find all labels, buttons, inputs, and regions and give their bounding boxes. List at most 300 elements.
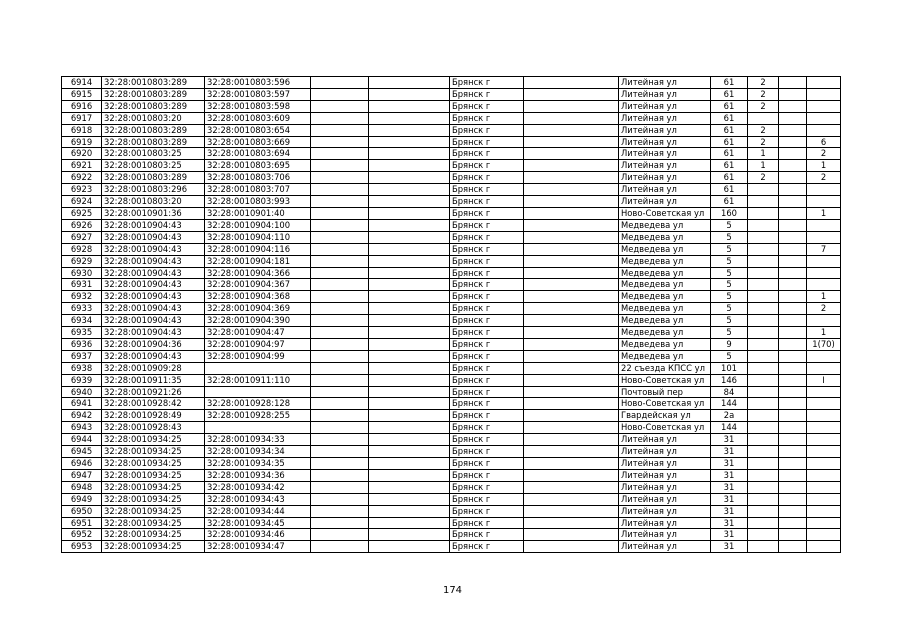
empty-cell xyxy=(524,315,619,327)
empty-cell xyxy=(524,207,619,219)
parent-cadastral-cell: 32:28:0010904:43 xyxy=(102,231,205,243)
table-row xyxy=(62,279,841,291)
empty-cell xyxy=(369,172,450,184)
extra-cell xyxy=(807,505,841,517)
extra-cell xyxy=(748,517,779,529)
extra-cell xyxy=(748,386,779,398)
cadastral-number-cell: 32:28:0010934:34 xyxy=(205,446,311,458)
row-number-cell: 6930 xyxy=(62,267,102,279)
parent-cadastral-cell: 32:28:0010803:25 xyxy=(102,148,205,160)
extra-cell xyxy=(807,196,841,208)
extra-cell: 1 xyxy=(807,291,841,303)
city-cell: Брянск г xyxy=(450,517,524,529)
empty-cell xyxy=(524,196,619,208)
extra-cell xyxy=(748,446,779,458)
extra-cell xyxy=(748,315,779,327)
extra-cell xyxy=(807,541,841,553)
extra-cell xyxy=(807,469,841,481)
street-cell: Литейная ул xyxy=(619,100,711,112)
house-number-cell: 146 xyxy=(711,374,748,386)
empty-cell xyxy=(311,291,369,303)
empty-cell xyxy=(524,374,619,386)
table-row xyxy=(62,410,841,422)
table-row xyxy=(62,77,841,89)
extra-cell xyxy=(779,148,807,160)
house-number-cell: 31 xyxy=(711,481,748,493)
extra-cell: 1 xyxy=(748,148,779,160)
extra-cell xyxy=(779,255,807,267)
parent-cadastral-cell: 32:28:0010934:25 xyxy=(102,529,205,541)
city-cell: Брянск г xyxy=(450,529,524,541)
empty-cell xyxy=(524,231,619,243)
extra-cell xyxy=(779,338,807,350)
empty-cell xyxy=(311,422,369,434)
empty-cell xyxy=(311,517,369,529)
cadastral-number-cell xyxy=(205,422,311,434)
house-number-cell: 31 xyxy=(711,458,748,470)
cadastral-number-cell: 32:28:0010904:110 xyxy=(205,231,311,243)
empty-cell xyxy=(369,148,450,160)
empty-cell xyxy=(369,446,450,458)
row-number-cell: 6934 xyxy=(62,315,102,327)
empty-cell xyxy=(524,398,619,410)
extra-cell xyxy=(748,231,779,243)
city-cell: Брянск г xyxy=(450,136,524,148)
street-cell: Почтовый пер xyxy=(619,386,711,398)
table-row xyxy=(62,362,841,374)
extra-cell xyxy=(748,398,779,410)
extra-cell xyxy=(748,350,779,362)
extra-cell xyxy=(807,434,841,446)
house-number-cell: 5 xyxy=(711,255,748,267)
parent-cadastral-cell: 32:28:0010934:25 xyxy=(102,493,205,505)
table-row xyxy=(62,136,841,148)
extra-cell: 2 xyxy=(748,136,779,148)
extra-cell xyxy=(748,374,779,386)
parent-cadastral-cell: 32:28:0010904:43 xyxy=(102,255,205,267)
house-number-cell: 31 xyxy=(711,529,748,541)
empty-cell xyxy=(311,374,369,386)
cadastral-number-cell xyxy=(205,386,311,398)
empty-cell xyxy=(369,374,450,386)
house-number-cell: 84 xyxy=(711,386,748,398)
extra-cell xyxy=(779,410,807,422)
empty-cell xyxy=(369,458,450,470)
street-cell: Медведева ул xyxy=(619,219,711,231)
empty-cell xyxy=(524,434,619,446)
page-number: 174 xyxy=(442,585,463,596)
city-cell: Брянск г xyxy=(450,422,524,434)
house-number-cell: 5 xyxy=(711,243,748,255)
street-cell: Литейная ул xyxy=(619,172,711,184)
city-cell: Брянск г xyxy=(450,541,524,553)
house-number-cell: 61 xyxy=(711,160,748,172)
street-cell: Медведева ул xyxy=(619,338,711,350)
house-number-cell: 5 xyxy=(711,279,748,291)
empty-cell xyxy=(369,255,450,267)
table-row xyxy=(62,529,841,541)
city-cell: Брянск г xyxy=(450,207,524,219)
row-number-cell: 6921 xyxy=(62,160,102,172)
city-cell: Брянск г xyxy=(450,469,524,481)
extra-cell xyxy=(748,291,779,303)
parent-cadastral-cell: 32:28:0010803:289 xyxy=(102,77,205,89)
empty-cell xyxy=(311,77,369,89)
empty-cell xyxy=(369,303,450,315)
extra-cell xyxy=(779,529,807,541)
street-cell: Литейная ул xyxy=(619,112,711,124)
empty-cell xyxy=(311,398,369,410)
empty-cell xyxy=(311,481,369,493)
cadastral-number-cell: 32:28:0010934:42 xyxy=(205,481,311,493)
empty-cell xyxy=(524,469,619,481)
extra-cell xyxy=(748,362,779,374)
extra-cell xyxy=(807,493,841,505)
empty-cell xyxy=(311,148,369,160)
table-row xyxy=(62,100,841,112)
empty-cell xyxy=(369,267,450,279)
table-row xyxy=(62,88,841,100)
empty-cell xyxy=(524,124,619,136)
table-row xyxy=(62,207,841,219)
table-row xyxy=(62,469,841,481)
empty-cell xyxy=(524,481,619,493)
empty-cell xyxy=(524,529,619,541)
street-cell: Медведева ул xyxy=(619,231,711,243)
empty-cell xyxy=(369,386,450,398)
row-number-cell: 6933 xyxy=(62,303,102,315)
street-cell: Медведева ул xyxy=(619,255,711,267)
row-number-cell: 6950 xyxy=(62,505,102,517)
extra-cell xyxy=(807,529,841,541)
city-cell: Брянск г xyxy=(450,88,524,100)
street-cell: Литейная ул xyxy=(619,446,711,458)
extra-cell xyxy=(748,541,779,553)
extra-cell xyxy=(779,243,807,255)
extra-cell xyxy=(807,362,841,374)
empty-cell xyxy=(524,386,619,398)
parent-cadastral-cell: 32:28:0010934:25 xyxy=(102,434,205,446)
empty-cell xyxy=(311,207,369,219)
city-cell: Брянск г xyxy=(450,434,524,446)
row-number-cell: 6931 xyxy=(62,279,102,291)
street-cell: Литейная ул xyxy=(619,469,711,481)
row-number-cell: 6941 xyxy=(62,398,102,410)
extra-cell xyxy=(779,517,807,529)
empty-cell xyxy=(524,184,619,196)
empty-cell xyxy=(311,469,369,481)
extra-cell xyxy=(807,446,841,458)
house-number-cell: 61 xyxy=(711,77,748,89)
extra-cell xyxy=(779,350,807,362)
house-number-cell: 160 xyxy=(711,207,748,219)
empty-cell xyxy=(369,112,450,124)
extra-cell xyxy=(807,267,841,279)
extra-cell xyxy=(807,184,841,196)
empty-cell xyxy=(311,434,369,446)
cadastral-number-cell: 32:28:0010901:40 xyxy=(205,207,311,219)
row-number-cell: 6953 xyxy=(62,541,102,553)
cadastral-number-cell: 32:28:0010934:35 xyxy=(205,458,311,470)
empty-cell xyxy=(369,219,450,231)
table-row xyxy=(62,541,841,553)
parent-cadastral-cell: 32:28:0010904:43 xyxy=(102,243,205,255)
cadastral-number-cell: 32:28:0010803:694 xyxy=(205,148,311,160)
parent-cadastral-cell: 32:28:0010803:289 xyxy=(102,100,205,112)
empty-cell xyxy=(369,505,450,517)
extra-cell xyxy=(748,267,779,279)
parent-cadastral-cell: 32:28:0010921:26 xyxy=(102,386,205,398)
parent-cadastral-cell: 32:28:0010803:25 xyxy=(102,160,205,172)
parent-cadastral-cell: 32:28:0010803:20 xyxy=(102,112,205,124)
city-cell: Брянск г xyxy=(450,160,524,172)
extra-cell: 1 xyxy=(807,207,841,219)
row-number-cell: 6928 xyxy=(62,243,102,255)
row-number-cell: 6935 xyxy=(62,327,102,339)
empty-cell xyxy=(311,136,369,148)
city-cell: Брянск г xyxy=(450,386,524,398)
table-row xyxy=(62,267,841,279)
empty-cell xyxy=(524,422,619,434)
city-cell: Брянск г xyxy=(450,184,524,196)
city-cell: Брянск г xyxy=(450,148,524,160)
extra-cell: 2 xyxy=(807,148,841,160)
street-cell: Литейная ул xyxy=(619,160,711,172)
parent-cadastral-cell: 32:28:0010934:25 xyxy=(102,505,205,517)
empty-cell xyxy=(524,88,619,100)
extra-cell xyxy=(748,196,779,208)
empty-cell xyxy=(524,255,619,267)
table-row xyxy=(62,124,841,136)
extra-cell xyxy=(779,279,807,291)
table-row xyxy=(62,243,841,255)
empty-cell xyxy=(369,77,450,89)
parent-cadastral-cell: 32:28:0010803:289 xyxy=(102,88,205,100)
empty-cell xyxy=(311,350,369,362)
empty-cell xyxy=(311,315,369,327)
extra-cell xyxy=(807,386,841,398)
city-cell: Брянск г xyxy=(450,172,524,184)
house-number-cell: 5 xyxy=(711,231,748,243)
street-cell: Ново-Советская ул xyxy=(619,374,711,386)
extra-cell xyxy=(779,374,807,386)
extra-cell xyxy=(779,398,807,410)
city-cell: Брянск г xyxy=(450,362,524,374)
cadastral-number-cell: 32:28:0010934:33 xyxy=(205,434,311,446)
extra-cell xyxy=(779,77,807,89)
parent-cadastral-cell: 32:28:0010904:43 xyxy=(102,279,205,291)
extra-cell xyxy=(807,481,841,493)
city-cell: Брянск г xyxy=(450,458,524,470)
city-cell: Брянск г xyxy=(450,398,524,410)
row-number-cell: 6918 xyxy=(62,124,102,136)
city-cell: Брянск г xyxy=(450,350,524,362)
house-number-cell: 61 xyxy=(711,184,748,196)
extra-cell: 2 xyxy=(807,172,841,184)
extra-cell xyxy=(807,398,841,410)
parent-cadastral-cell: 32:28:0010911:35 xyxy=(102,374,205,386)
row-number-cell: 6951 xyxy=(62,517,102,529)
extra-cell: 1 xyxy=(807,160,841,172)
empty-cell xyxy=(369,291,450,303)
extra-cell xyxy=(748,410,779,422)
extra-cell xyxy=(779,446,807,458)
table-row xyxy=(62,303,841,315)
extra-cell xyxy=(779,124,807,136)
cadastral-number-cell: 32:28:0010904:47 xyxy=(205,327,311,339)
parent-cadastral-cell: 32:28:0010934:25 xyxy=(102,469,205,481)
parent-cadastral-cell: 32:28:0010904:43 xyxy=(102,350,205,362)
row-number-cell: 6929 xyxy=(62,255,102,267)
extra-cell xyxy=(748,493,779,505)
empty-cell xyxy=(369,469,450,481)
extra-cell xyxy=(748,207,779,219)
extra-cell: 1(70) xyxy=(807,338,841,350)
empty-cell xyxy=(311,541,369,553)
empty-cell xyxy=(311,172,369,184)
row-number-cell: 6927 xyxy=(62,231,102,243)
row-number-cell: 6936 xyxy=(62,338,102,350)
empty-cell xyxy=(369,338,450,350)
city-cell: Брянск г xyxy=(450,493,524,505)
extra-cell xyxy=(807,219,841,231)
table-row xyxy=(62,315,841,327)
extra-cell xyxy=(748,303,779,315)
house-number-cell: 61 xyxy=(711,148,748,160)
registry-table xyxy=(61,76,841,553)
extra-cell xyxy=(748,112,779,124)
extra-cell xyxy=(779,541,807,553)
cadastral-number-cell: 32:28:0010803:695 xyxy=(205,160,311,172)
extra-cell xyxy=(807,112,841,124)
parent-cadastral-cell: 32:28:0010904:43 xyxy=(102,327,205,339)
cadastral-number-cell: 32:28:0010803:609 xyxy=(205,112,311,124)
extra-cell xyxy=(779,493,807,505)
extra-cell xyxy=(748,327,779,339)
extra-cell xyxy=(807,88,841,100)
empty-cell xyxy=(524,410,619,422)
row-number-cell: 6949 xyxy=(62,493,102,505)
house-number-cell: 2а xyxy=(711,410,748,422)
city-cell: Брянск г xyxy=(450,279,524,291)
table-row xyxy=(62,112,841,124)
parent-cadastral-cell: 32:28:0010803:289 xyxy=(102,172,205,184)
row-number-cell: 6947 xyxy=(62,469,102,481)
extra-cell: 2 xyxy=(748,77,779,89)
row-number-cell: 6938 xyxy=(62,362,102,374)
empty-cell xyxy=(311,327,369,339)
table-row xyxy=(62,374,841,386)
house-number-cell: 5 xyxy=(711,219,748,231)
extra-cell xyxy=(748,255,779,267)
extra-cell xyxy=(807,315,841,327)
empty-cell xyxy=(311,458,369,470)
extra-cell: 2 xyxy=(748,88,779,100)
parent-cadastral-cell: 32:28:0010904:43 xyxy=(102,303,205,315)
house-number-cell: 31 xyxy=(711,493,748,505)
parent-cadastral-cell: 32:28:0010934:25 xyxy=(102,481,205,493)
extra-cell xyxy=(779,219,807,231)
extra-cell xyxy=(748,219,779,231)
row-number-cell: 6925 xyxy=(62,207,102,219)
extra-cell xyxy=(807,458,841,470)
extra-cell xyxy=(807,124,841,136)
extra-cell xyxy=(779,196,807,208)
extra-cell xyxy=(779,458,807,470)
row-number-cell: 6923 xyxy=(62,184,102,196)
empty-cell xyxy=(311,338,369,350)
row-number-cell: 6915 xyxy=(62,88,102,100)
parent-cadastral-cell: 32:28:0010803:289 xyxy=(102,124,205,136)
street-cell: Ново-Советская ул xyxy=(619,422,711,434)
empty-cell xyxy=(311,279,369,291)
empty-cell xyxy=(524,136,619,148)
city-cell: Брянск г xyxy=(450,327,524,339)
street-cell: Медведева ул xyxy=(619,279,711,291)
row-number-cell: 6924 xyxy=(62,196,102,208)
table-row xyxy=(62,219,841,231)
extra-cell xyxy=(779,434,807,446)
cadastral-number-cell: 32:28:0010904:181 xyxy=(205,255,311,267)
empty-cell xyxy=(369,434,450,446)
empty-cell xyxy=(369,350,450,362)
city-cell: Брянск г xyxy=(450,374,524,386)
empty-cell xyxy=(524,267,619,279)
empty-cell xyxy=(524,517,619,529)
street-cell: Литейная ул xyxy=(619,505,711,517)
cadastral-number-cell: 32:28:0010904:366 xyxy=(205,267,311,279)
parent-cadastral-cell: 32:28:0010904:43 xyxy=(102,291,205,303)
city-cell: Брянск г xyxy=(450,338,524,350)
empty-cell xyxy=(524,493,619,505)
empty-cell xyxy=(311,303,369,315)
city-cell: Брянск г xyxy=(450,303,524,315)
house-number-cell: 5 xyxy=(711,315,748,327)
house-number-cell: 61 xyxy=(711,172,748,184)
table-row xyxy=(62,184,841,196)
table-row xyxy=(62,386,841,398)
extra-cell: 2 xyxy=(748,100,779,112)
empty-cell xyxy=(524,77,619,89)
extra-cell xyxy=(779,291,807,303)
table-row xyxy=(62,160,841,172)
empty-cell xyxy=(369,529,450,541)
parent-cadastral-cell: 32:28:0010904:43 xyxy=(102,315,205,327)
table-row xyxy=(62,493,841,505)
cadastral-number-cell: 32:28:0010803:993 xyxy=(205,196,311,208)
extra-cell xyxy=(779,327,807,339)
empty-cell xyxy=(311,493,369,505)
street-cell: Медведева ул xyxy=(619,303,711,315)
house-number-cell: 144 xyxy=(711,398,748,410)
empty-cell xyxy=(369,196,450,208)
city-cell: Брянск г xyxy=(450,112,524,124)
row-number-cell: 6944 xyxy=(62,434,102,446)
cadastral-number-cell: 32:28:0010803:654 xyxy=(205,124,311,136)
extra-cell: 2 xyxy=(807,303,841,315)
city-cell: Брянск г xyxy=(450,481,524,493)
empty-cell xyxy=(524,219,619,231)
street-cell: Литейная ул xyxy=(619,124,711,136)
street-cell: Литейная ул xyxy=(619,458,711,470)
extra-cell xyxy=(807,279,841,291)
table-row xyxy=(62,481,841,493)
street-cell: Медведева ул xyxy=(619,315,711,327)
empty-cell xyxy=(369,398,450,410)
extra-cell xyxy=(807,410,841,422)
row-number-cell: 6926 xyxy=(62,219,102,231)
parent-cadastral-cell: 32:28:0010928:49 xyxy=(102,410,205,422)
